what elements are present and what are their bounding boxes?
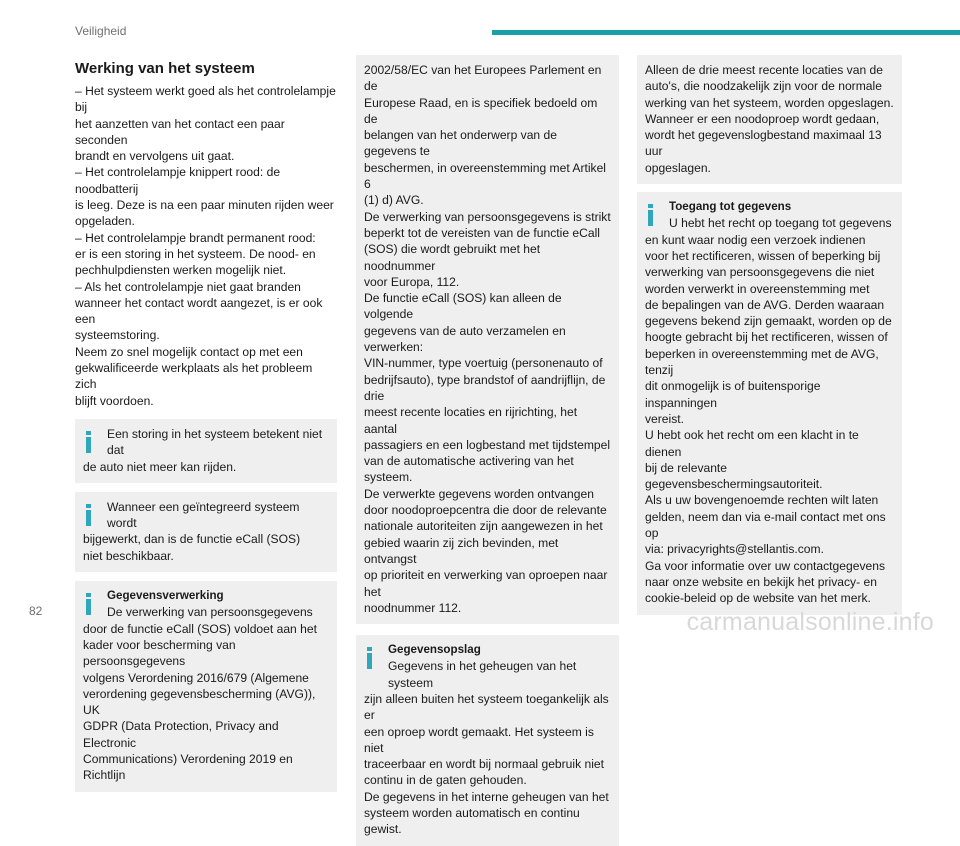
text-line: volgens Verordening 2016/679 (Algemene	[83, 670, 309, 685]
text-line: verwerking van persoonsgegevens die niet	[645, 265, 875, 280]
text-line: gegevens bekend zijn gemaakt, worden op de	[645, 314, 892, 329]
text-line: voor Europa, 112.	[364, 274, 460, 289]
text-line: van de automatische activering van het systeem.	[364, 454, 574, 485]
text-line: beperken in overeenstemming met de AVG, tenzij	[645, 346, 879, 378]
text-line: De verwerkte gegevens worden ontvangen	[364, 486, 594, 501]
text-line: systeem worden automatisch en continu gewist.	[364, 806, 580, 837]
text-line: beschermen, in overeenstemming met Artikel 6	[364, 160, 606, 192]
text-line: gelden, neem dan via e-mail contact met ons op	[645, 509, 886, 541]
text-line: op prioriteit en verwerking van oproepen naar het	[364, 568, 608, 599]
info-icon	[366, 647, 373, 669]
text-line: Wanneer een geïntegreerd systeem wordt	[107, 499, 300, 531]
text-line: opgeladen.	[75, 214, 135, 229]
text-line: gekwalificeerde werkplaats als het probleem zich	[75, 361, 313, 392]
text-line: door noodoproepcentra die door de relevante	[364, 503, 607, 518]
text-line: is leeg. Deze is na een paar minuten rijden weer	[75, 198, 334, 213]
text-line: Communications) Verordening 2019 en Richtlijn	[83, 751, 293, 783]
text-line: worden verwerkt in overeenstemming met	[645, 281, 870, 296]
note-text	[645, 215, 894, 606]
note-text	[83, 604, 329, 783]
note-text	[83, 499, 329, 564]
text-line: blijft voordoen.	[75, 393, 154, 408]
text-line: de bepalingen van de AVG. Derden waaraan	[645, 297, 885, 312]
text-line: – Het controlelampje brandt permanent rood:	[75, 230, 316, 245]
continued-note	[356, 55, 619, 624]
text-line: traceerbaar en wordt bij normaal gebruik niet	[364, 757, 604, 772]
text-line: nationale autoriteiten zijn aangewezen in het	[364, 519, 603, 534]
text-line: verordening gegevensbescherming (AVG)), UK	[83, 686, 316, 718]
text-line: U hebt ook het recht om een klacht in te dienen	[645, 428, 859, 459]
info-icon	[647, 204, 654, 226]
text-line: noodnummer 112.	[364, 600, 462, 615]
text-line: – Het systeem werkt goed als het controlelampje bij	[75, 84, 336, 115]
text-line: een oproep wordt gemaakt. Het systeem is niet	[364, 724, 594, 755]
text-line: Ga voor informatie over uw contactgegevens	[645, 558, 885, 573]
text-line: wordt het gegevenslogbestand maximaal 13 uur	[645, 128, 882, 159]
text-line: systeemstoring.	[75, 328, 160, 343]
info-note	[75, 492, 337, 572]
text-line: belangen van het onderwerp van de gegevens te	[364, 128, 557, 159]
text-line: bijgewerkt, dan is de functie eCall (SOS)	[83, 532, 301, 547]
text-line: de auto niet meer kan rijden.	[83, 459, 237, 474]
text-line: (SOS) die wordt gebruikt met het noodnummer	[364, 242, 541, 273]
text-line: De gegevens in het interne geheugen van het	[364, 789, 609, 804]
page-number: 82	[29, 604, 43, 618]
text-line: er is een storing in het systeem. De nood- en	[75, 246, 316, 261]
header-accent-bar	[492, 30, 960, 35]
text-line: en kunt waar nodig een verzoek indienen	[645, 232, 866, 247]
text-line: cookie-beleid op de website van het merk.	[645, 591, 871, 606]
text-line: naar onze website en bekijk het privacy- en	[645, 574, 877, 589]
text-line: Europese Raad, en is specifiek bedoeld om de	[364, 95, 598, 126]
column-1	[75, 55, 337, 792]
text-line: hoogte gebracht bij het rectificeren, wissen of	[645, 330, 888, 345]
text-line: De functie eCall (SOS) kan alleen de volgende	[364, 291, 562, 322]
text-line: – Het controlelampje knippert rood: de noodbatterij	[75, 165, 281, 196]
note-text	[364, 658, 611, 837]
text-line: gebied waarin zij zich bevinden, met ontvangst	[364, 535, 559, 566]
text-line: gegevens van de auto verzamelen en verwerken:	[364, 323, 566, 355]
text-line: brandt en vervolgens uit gaat.	[75, 149, 235, 164]
text-line: (1) d) AVG.	[364, 193, 424, 208]
text-line: meest recente locaties en rijrichting, het aantal	[364, 405, 578, 436]
text-line: VIN-nummer, type voertuig (personenauto of	[364, 356, 603, 371]
continued-note	[637, 55, 902, 184]
text-line: vereist.	[645, 411, 684, 426]
text-line: continu in de gaten gehouden.	[364, 773, 527, 788]
note-title: Gegevensopslag	[388, 643, 481, 657]
text-line: GDPR (Data Protection, Privacy and Electronic	[83, 719, 279, 750]
note-text	[364, 62, 611, 616]
info-note	[75, 419, 337, 483]
text-line: pechhulpdiensten werken mogelijk niet.	[75, 263, 287, 278]
text-line: beperkt tot de vereisten van de functie eCall	[364, 225, 600, 240]
note-text	[83, 426, 329, 475]
info-icon	[85, 504, 92, 526]
text-line: het aanzetten van het contact een paar seconden	[75, 116, 285, 147]
info-note	[75, 581, 337, 792]
text-line: kader voor bescherming van persoonsgegevens	[83, 637, 236, 669]
text-line: niet beschikbaar.	[83, 548, 174, 563]
text-line: 2002/58/EC van het Europees Parlement en de	[364, 63, 602, 94]
info-icon	[85, 593, 92, 615]
info-note	[637, 192, 902, 614]
watermark: carmanualsonline.info	[686, 608, 934, 636]
text-line: via: privacyrights@stellantis.com.	[645, 542, 824, 557]
text-line: Een storing in het systeem betekent niet dat	[107, 426, 323, 458]
text-line: Wanneer er een noodoproep wordt gedaan,	[645, 111, 880, 126]
text-line: zijn alleen buiten het systeem toegankelijk als er	[364, 691, 609, 723]
text-line: bedrijfsauto), type brandstof of aandrijflijn, de drie	[364, 372, 606, 403]
info-note	[356, 635, 619, 846]
info-icon	[85, 431, 92, 453]
text-line: voor het rectificeren, wissen of beperking bij	[645, 248, 881, 263]
text-line: Gegevens in het geheugen van het systeem	[388, 659, 577, 690]
text-line: U hebt het recht op toegang tot gegevens	[669, 216, 892, 231]
text-line: De verwerking van persoonsgegevens	[107, 605, 313, 620]
note-text	[645, 62, 894, 176]
column-2	[356, 55, 619, 846]
text-line: – Als het controlelampje niet gaat branden	[75, 279, 301, 294]
section-heading: Werking van het systeem	[75, 60, 255, 77]
text-line: wanneer het contact wordt aangezet, is er ook een	[75, 295, 323, 327]
text-line: passagiers en een logbestand met tijdstempel	[364, 437, 611, 452]
text-line: werking van het systeem, worden opgeslagen.	[645, 95, 894, 110]
section-label: Veiligheid	[75, 24, 127, 38]
note-title: Toegang tot gegevens	[669, 200, 792, 214]
text-line: Alleen de drie meest recente locaties van de	[645, 63, 883, 77]
text-line: bij de relevante gegevensbeschermingsautoriteit.	[645, 460, 823, 492]
text-line: Neem zo snel mogelijk contact op met een	[75, 344, 303, 359]
text-line: door de functie eCall (SOS) voldoet aan het	[83, 621, 317, 636]
text-line: opgeslagen.	[645, 160, 711, 175]
text-line: De verwerking van persoonsgegevens is strikt	[364, 209, 611, 224]
note-title: Gegevensverwerking	[107, 589, 224, 603]
text-line: auto's, die noodzakelijk zijn voor de normale	[645, 79, 882, 94]
column-3	[637, 55, 902, 615]
text-line: Als u uw bovengenoemde rechten wilt laten	[645, 493, 879, 508]
text-line: dit onmogelijk is of buitensporige inspanningen	[645, 379, 821, 410]
body-text	[75, 83, 337, 409]
